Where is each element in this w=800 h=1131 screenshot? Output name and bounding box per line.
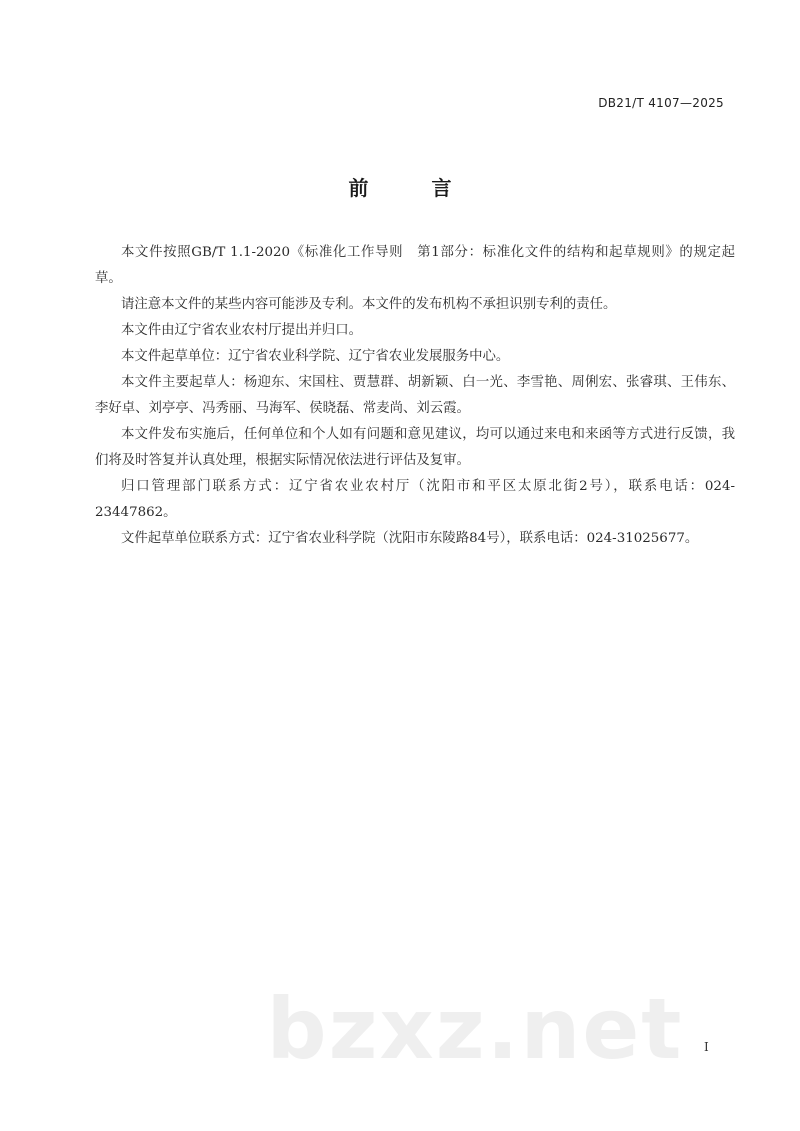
- paragraph-drafter-contact: 文件起草单位联系方式：辽宁省农业科学院（沈阳市东陵路84号），联系电话：024-31025677。: [121, 531, 699, 546]
- page-title: 前 言: [348, 176, 480, 200]
- paragraph-proposer: 本文件由辽宁省农业农村厅提出并归口。: [121, 323, 363, 338]
- foreword-body: [95, 240, 735, 552]
- watermark: bzxz.net: [266, 980, 684, 1078]
- paragraph-drafting-units: 本文件起草单位：辽宁省农业科学院、辽宁省农业发展服务中心。: [121, 349, 510, 364]
- paragraph-drafting-rules: 本文件按照GB/T 1.1-2020《标准化工作导则 第1部分：标准化文件的结构和起草规则》的规定起草。: [95, 245, 735, 286]
- paragraph-authority-contact: 归口管理部门联系方式：辽宁省农业农村厅（沈阳市和平区太原北街2号），联系电话：024-23447862。: [95, 479, 735, 520]
- document-code: DB21/T 4107—2025: [598, 96, 724, 110]
- paragraph-feedback: 本文件发布实施后，任何单位和个人如有问题和意见建议，均可以通过来电和来函等方式进行反馈，我们将及时答复并认真处理，根据实际情况依法进行评估及复审。: [95, 427, 735, 468]
- page-number: I: [704, 1040, 709, 1054]
- paragraph-patent-notice: 请注意本文件的某些内容可能涉及专利。本文件的发布机构不承担识别专利的责任。: [121, 297, 617, 312]
- paragraph-drafters: 本文件主要起草人：杨迎东、宋国柱、贾慧群、胡新颖、白一光、李雪艳、周俐宏、张睿琪、王伟东、李好卓、刘亭亭、冯秀丽、马海军、侯晓磊、常麦尚、刘云霞。: [95, 375, 735, 416]
